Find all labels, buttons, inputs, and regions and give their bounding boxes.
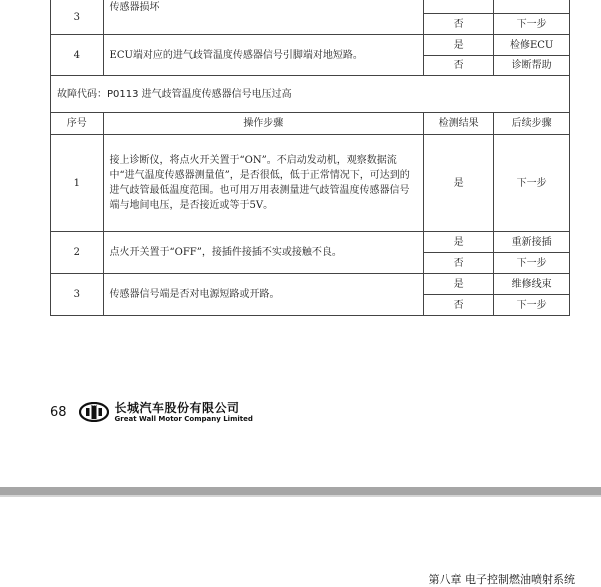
row-result [423, 0, 493, 14]
row-result: 否 [423, 295, 493, 316]
row-next: 检修ECU [494, 35, 570, 56]
diagnosis-table-continued [50, 0, 570, 316]
row-result: 否 [423, 253, 493, 274]
company-name [115, 402, 253, 423]
row-number: 3 [51, 0, 104, 35]
fault-title-row [51, 76, 570, 113]
chapter-header: 第八章 电子控制燃油喷射系统 [428, 573, 575, 586]
header-no: 序号 [51, 113, 104, 135]
row-number: 3 [51, 274, 104, 316]
row-next: 下一步 [494, 14, 570, 35]
page-separator [0, 487, 601, 495]
row-step: 传感器损坏 [103, 0, 423, 35]
page-number: 68 [50, 404, 67, 420]
row-step: ECU端对应的进气歧管温度传感器信号引脚端对地短路。 [103, 35, 423, 76]
row-result: 否 [423, 14, 493, 35]
row-number: 1 [51, 135, 104, 232]
table-row [51, 135, 570, 232]
header-step: 操作步骤 [103, 113, 423, 135]
row-next: 维修线束 [494, 274, 570, 295]
company-name-cn: 长城汽车股份有限公司 [114, 400, 240, 415]
row-number: 2 [51, 232, 104, 274]
row-result: 是 [423, 274, 493, 295]
table-row [51, 232, 570, 253]
great-wall-emblem-icon [79, 402, 109, 422]
table-row [51, 35, 570, 56]
row-next: 诊断帮助 [494, 56, 570, 76]
row-result: 是 [423, 35, 493, 56]
table-row [51, 0, 570, 14]
header-next: 后续步骤 [494, 113, 570, 135]
row-number: 4 [51, 35, 104, 76]
row-next [494, 0, 570, 14]
page-footer [50, 400, 253, 424]
row-next: 下一步 [494, 295, 570, 316]
table-header-row [51, 113, 570, 135]
fault-code-title: 故障代码：P0113 进气歧管温度传感器信号电压过高 [51, 76, 570, 113]
row-result: 是 [423, 135, 493, 232]
table-row [51, 274, 570, 295]
row-step: 点火开关置于“OFF”，接插件接插不实或接触不良。 [103, 232, 423, 274]
header-result: 检测结果 [423, 113, 493, 135]
row-result: 是 [423, 232, 493, 253]
row-step: 接上诊断仪，将点火开关置于“ON”。不启动发动机，观察数据流中“进气温度传感器测量值”，是否很低，低于正常情况下，可达到的进气歧管最低温度范围。也可用万用表测量进气歧管温度传感器信号端与地间电压，是否接近或等于5V。 [103, 135, 423, 232]
company-name-en: Great Wall Motor Company Limited [114, 414, 253, 423]
row-next: 下一步 [494, 253, 570, 274]
row-step: 传感器信号端是否对电源短路或开路。 [103, 274, 423, 316]
row-next: 重新接插 [494, 232, 570, 253]
row-result: 否 [423, 56, 493, 76]
row-next: 下一步 [494, 135, 570, 232]
